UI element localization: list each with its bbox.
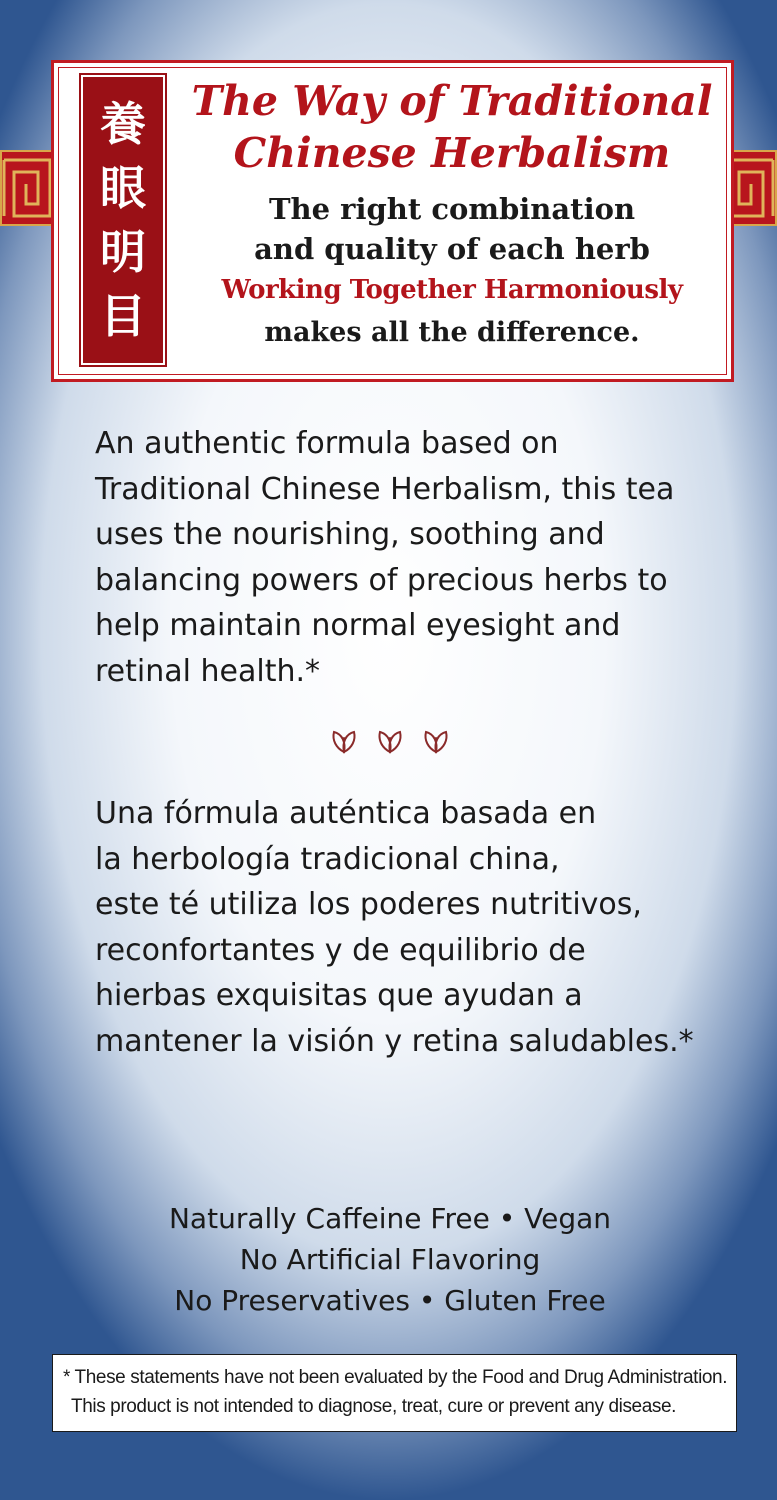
seal-character: 眼 (100, 161, 146, 215)
disclaimer-line-1: * These statements have not been evaluated by the Food and Drug Administration. (63, 1367, 728, 1388)
title-line-1: The Way of Traditional (191, 77, 713, 125)
claim-line-1: Naturally Caffeine Free • Vegan (168, 1202, 612, 1235)
leaf-divider-icon (328, 722, 458, 756)
subtitle-line-2: and quality of each herb (254, 232, 650, 266)
seal-character: 養 (100, 97, 146, 151)
claim-line-3: No Preservatives • Gluten Free (174, 1284, 606, 1317)
product-claims (90, 1198, 690, 1321)
disclaimer-line-2: This product is not intended to diagnose, treat, cure or prevent any disease. (71, 1396, 677, 1417)
seal-character: 明 (100, 225, 146, 279)
chinese-seal (81, 75, 165, 365)
claim-line-2: No Artificial Flavoring (239, 1243, 541, 1276)
chinese-fret-pattern-icon (0, 150, 56, 226)
description-spanish: Una fórmula auténtica basada en la herbología tradicional china, este té utiliza los poderes nutritivos, reconfortantes y de equilibrio de hierbas exquisitas que ayudan a mantener la visión y retina saludables.* (95, 796, 694, 1059)
closing-line: makes all the difference. (264, 317, 640, 348)
highlight-line: Working Together Harmoniously (221, 275, 683, 305)
fda-disclaimer (52, 1354, 737, 1432)
header-text (182, 75, 722, 348)
title-line-2: Chinese Herbalism (233, 129, 671, 177)
subtitle-line-1: The right combination (268, 192, 636, 226)
header-panel (51, 60, 734, 382)
seal-character: 目 (100, 289, 146, 343)
description-english: An authentic formula based on Traditional Chinese Herbalism, this tea uses the nourishing, soothing and balancing powers of precious herbs to help maintain normal eyesight and retinal health.* (95, 426, 675, 689)
